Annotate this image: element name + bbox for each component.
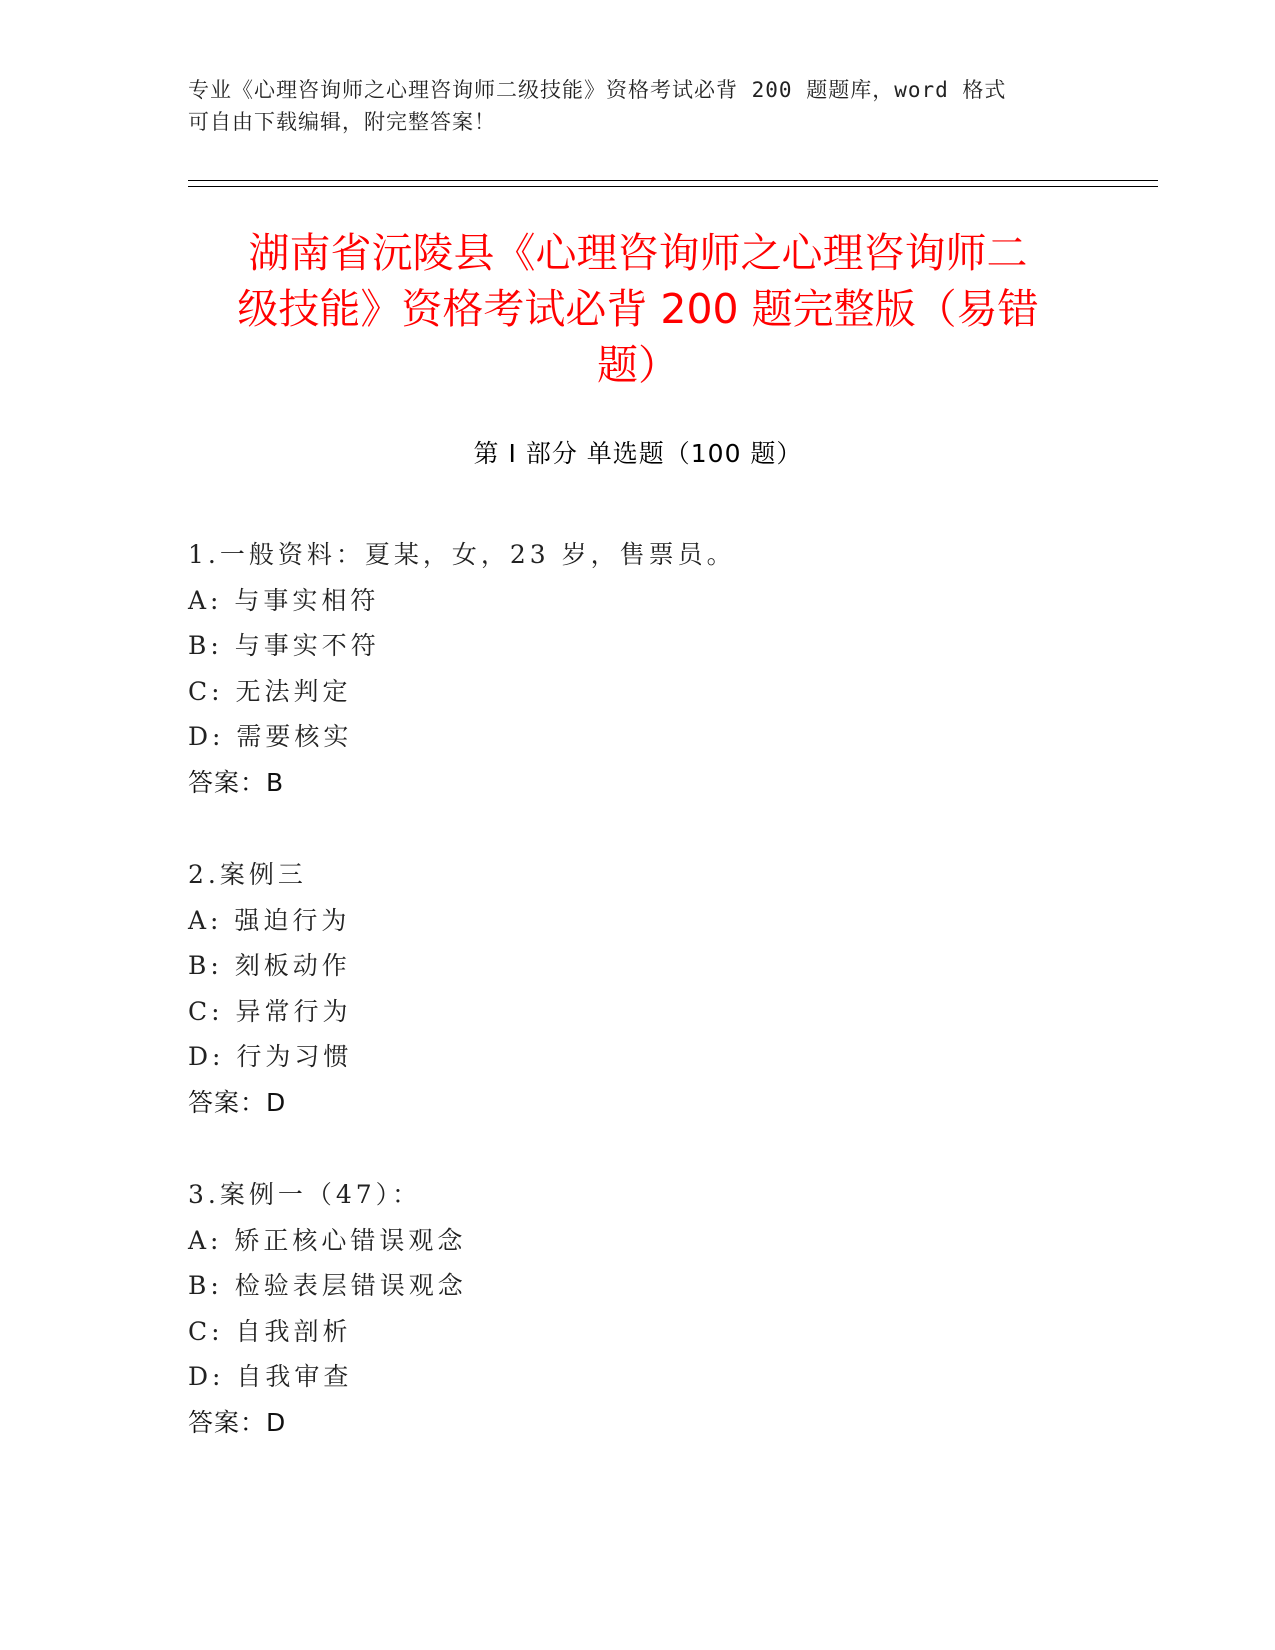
option-c: C: 异常行为 [188, 996, 352, 1026]
question-stem: 3.案例一（47）： [188, 1180, 422, 1209]
document-title-line-1: 湖南省沅陵县《心理咨询师之心理咨询师二 [248, 229, 1028, 277]
question-answer: 答案：B [188, 767, 285, 797]
option-d: D: 自我审查 [188, 1362, 353, 1391]
document-title [188, 225, 1088, 393]
option-b: B: 检验表层错误观念 [188, 1271, 467, 1300]
header-note-line-1: 专业《心理咨询师之心理咨询师二级技能》资格考试必背 200 题题库，word 格式 [188, 78, 1007, 102]
question-2 [188, 852, 888, 1125]
option-c: C: 自我剖析 [188, 1316, 352, 1346]
option-a: A: 与事实相符 [188, 585, 380, 615]
option-a: A: 强迫行为 [188, 905, 351, 935]
question-answer: 答案：D [188, 1087, 287, 1117]
document-title-line-2: 级技能》资格考试必背 200 题完整版（易错 [237, 285, 1039, 333]
option-d: D: 需要核实 [188, 722, 353, 751]
question-1 [188, 532, 888, 805]
document-title-line-3: 题） [597, 341, 679, 389]
question-answer: 答案：D [188, 1407, 287, 1437]
header-note-line-2: 可自由下载编辑，附完整答案！ [188, 110, 496, 134]
option-a: A: 矫正核心错误观念 [188, 1225, 467, 1255]
header-note [188, 74, 1068, 138]
question-stem: 2.案例三 [188, 860, 307, 889]
question-3 [188, 1172, 888, 1445]
header-divider-bottom [188, 186, 1158, 187]
option-d: D: 行为习惯 [188, 1042, 353, 1071]
option-c: C: 无法判定 [188, 676, 352, 706]
header-divider-top [188, 180, 1158, 181]
question-stem: 1.一般资料：夏某，女，23 岁，售票员。 [188, 540, 736, 569]
option-b: B: 与事实不符 [188, 631, 380, 660]
section-title: 第 I 部分 单选题（100 题） [473, 439, 803, 468]
option-b: B: 刻板动作 [188, 951, 351, 980]
